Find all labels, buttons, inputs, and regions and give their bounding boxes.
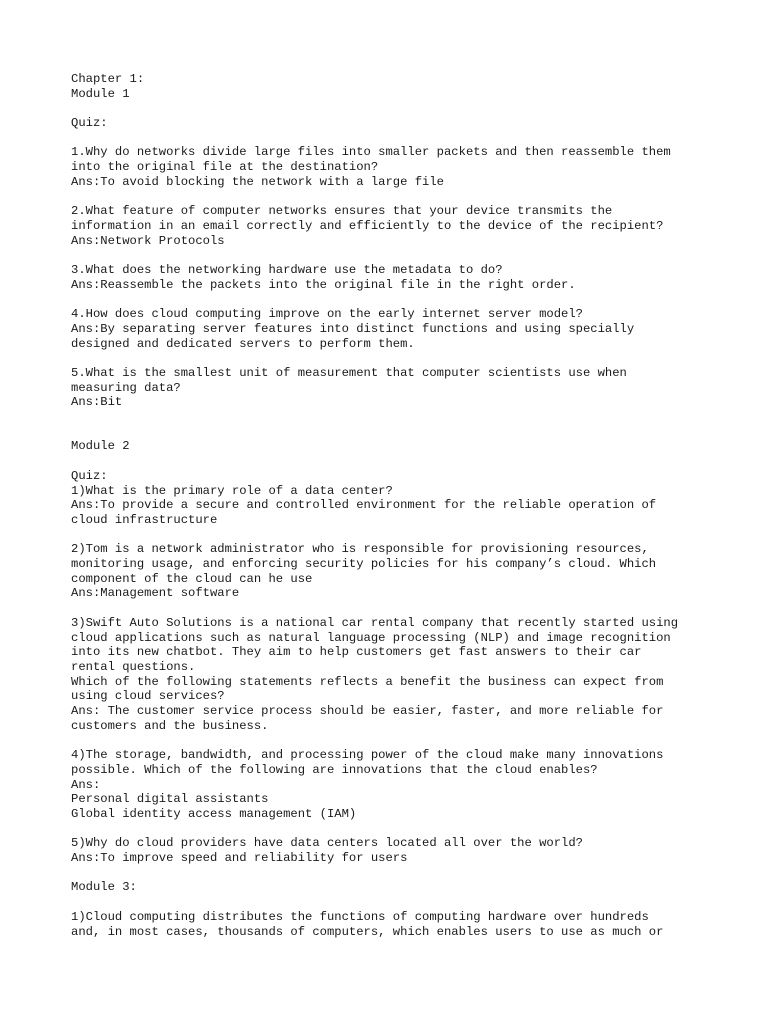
text-line: Module 1 (71, 86, 130, 101)
text-line: possible. Which of the following are innovations that the cloud enables? (71, 762, 598, 777)
blank-line (71, 131, 731, 146)
text-line: 1)What is the primary role of a data center? (71, 483, 393, 498)
text-line: 3.What does the networking hardware use the metadata to do? (71, 263, 503, 278)
text-line: Ans: (71, 777, 101, 792)
text-line: 2)Tom is a network administrator who is responsible for provisioning resources, (71, 542, 649, 557)
blank-line (71, 454, 731, 469)
text-line: Ans: The customer service process should be easier, faster, and more reliable for (71, 704, 664, 719)
blank-line (71, 248, 731, 263)
text-line: Ans:Management software (71, 586, 240, 601)
text-line: Ans:Reassemble the packets into the original file in the right order. (71, 277, 576, 292)
blank-line (71, 101, 731, 116)
document-text (71, 72, 731, 939)
text-line: cloud applications such as natural language processing (NLP) and image recognition (71, 630, 671, 645)
text-line: customers and the business. (71, 718, 269, 733)
text-line: Personal digital assistants (71, 792, 269, 807)
text-line: cloud infrastructure (71, 512, 218, 527)
text-line: monitoring usage, and enforcing security policies for his company’s cloud. Which (71, 557, 657, 572)
text-line: Which of the following statements reflects a benefit the business can expect from (71, 674, 664, 689)
text-line: Quiz: (71, 468, 108, 483)
text-line: measuring data? (71, 380, 181, 395)
text-line: 4)The storage, bandwidth, and processing power of the cloud make many innovations (71, 748, 664, 763)
blank-line (71, 822, 731, 837)
text-line: Ans:To improve speed and reliability for users (71, 851, 408, 866)
text-line: into its new chatbot. They aim to help customers get fast answers to their car (71, 645, 642, 660)
blank-line (71, 895, 731, 910)
text-line: Global identity access management (IAM) (71, 806, 357, 821)
blank-line (71, 351, 731, 366)
text-line: and, in most cases, thousands of computers, which enables users to use as much or (71, 924, 664, 939)
blank-line (71, 410, 731, 425)
text-line: rental questions. (71, 659, 196, 674)
blank-line (71, 190, 731, 205)
text-line: information in an email correctly and efficiently to the device of the recipient? (71, 218, 664, 233)
blank-line (71, 528, 731, 543)
text-line: Module 2 (71, 439, 130, 454)
text-line: Ans:Network Protocols (71, 233, 225, 248)
text-line: Ans:By separating server features into distinct functions and using specially (71, 321, 635, 336)
text-line: Ans:To avoid blocking the network with a large file (71, 174, 444, 189)
text-line: 5.What is the smallest unit of measurement that computer scientists use when (71, 365, 627, 380)
blank-line (71, 292, 731, 307)
text-line: Quiz: (71, 116, 108, 131)
text-line: Chapter 1: (71, 72, 145, 86)
text-line: 2.What feature of computer networks ensures that your device transmits the (71, 204, 613, 219)
text-line: into the original file at the destination? (71, 160, 379, 175)
text-line: Module 3: (71, 880, 137, 895)
text-line: 1.Why do networks divide large files into smaller packets and then reassemble them (71, 145, 671, 160)
text-line: Ans:To provide a secure and controlled environment for the reliable operation of (71, 498, 657, 513)
text-line: designed and dedicated servers to perform them. (71, 336, 415, 351)
blank-line (71, 866, 731, 881)
text-line: component of the cloud can he use (71, 571, 313, 586)
text-line: 5)Why do cloud providers have data centers located all over the world? (71, 836, 583, 851)
text-line: 1)Cloud computing distributes the functions of computing hardware over hundreds (71, 909, 649, 924)
text-line: 4.How does cloud computing improve on the early internet server model? (71, 307, 583, 322)
text-line: using cloud services? (71, 689, 225, 704)
blank-line (71, 733, 731, 748)
blank-line (71, 601, 731, 616)
blank-line (71, 425, 731, 440)
text-line: 3)Swift Auto Solutions is a national car rental company that recently started using (71, 615, 679, 630)
text-line: Ans:Bit (71, 395, 123, 410)
